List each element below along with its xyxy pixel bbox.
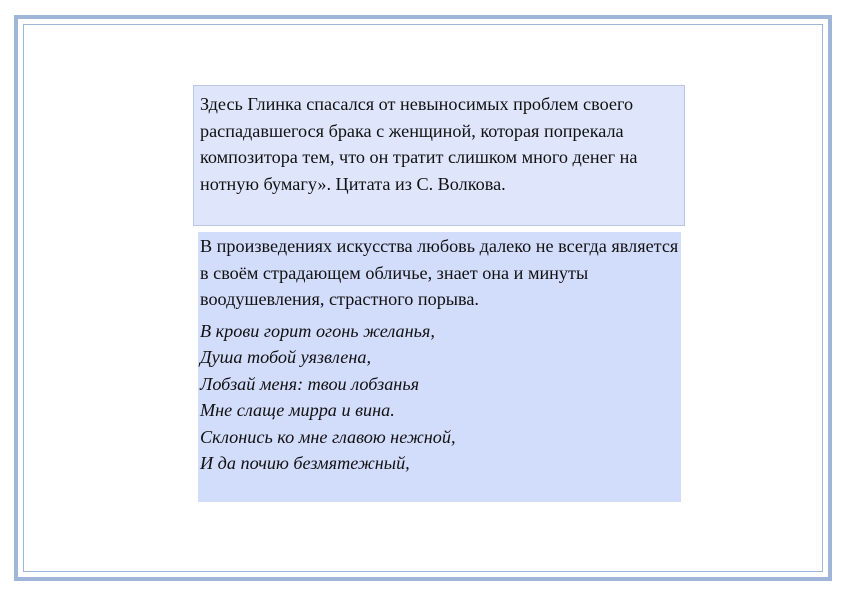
- intro-paragraph: В произведениях искусства любовь далеко не всегда является в своём страдающем обличье, знает она и минуты воодушевления, страстного порыва.: [200, 236, 679, 309]
- poem-line: Душа тобой уязвлена,: [200, 347, 372, 367]
- poem-line: Мне слаще мирра и вина.: [200, 400, 395, 420]
- poem-line: И да почию безмятежный,: [200, 453, 410, 473]
- poem-line: В крови горит огонь желанья,: [200, 320, 435, 341]
- quote-text-box: [193, 85, 685, 226]
- poem-line: Склонись ко мне главою нежной,: [200, 426, 456, 447]
- poem: [200, 318, 679, 477]
- quote-text: Здесь Глинка спасался от невыносимых проблем своего распадавшегося брака с женщиной, которая попрекала композитора тем, что он тратит слишком много денег на нотную бумагу». Цитата из С. Волкова.: [200, 94, 638, 194]
- poem-line: Лобзай меня: твои лобзанья: [200, 373, 420, 394]
- poem-text-box: [198, 232, 681, 502]
